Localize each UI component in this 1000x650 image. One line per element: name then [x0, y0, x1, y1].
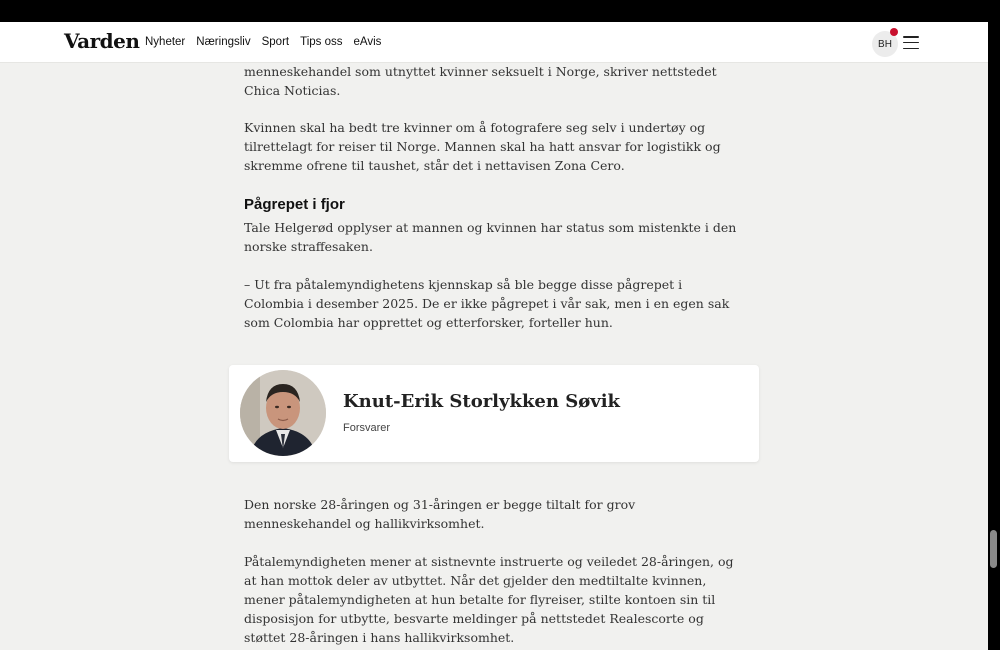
article-paragraph: Tale Helgerød opplyser at mannen og kvinnen har status som mistenkte i den norske straffesaken. [244, 220, 737, 254]
page-viewport [0, 22, 988, 650]
person-name: Knut-Erik Storlykken Søvik [343, 391, 621, 412]
person-card[interactable] [229, 365, 759, 462]
notification-badge [890, 28, 898, 36]
nav-item-nyheter[interactable]: Nyheter [145, 36, 186, 48]
site-logo[interactable]: Varden [64, 29, 140, 53]
nav-item-naeringsliv[interactable]: Næringsliv [196, 36, 251, 48]
article-paragraph: Den norske 28-åringen og 31-åringen er begge tiltalt for grov menneskehandel og hallikvirksomhet. [244, 497, 636, 531]
article-subheading: Pågrepet i fjor [244, 196, 345, 213]
article-paragraph: menneskehandel som utnyttet kvinner seksuelt i Norge, skriver nettstedet Chica Noticias. [244, 64, 717, 98]
hamburger-icon[interactable] [903, 36, 919, 50]
scrollbar-thumb[interactable] [990, 530, 997, 568]
user-avatar-button[interactable]: BH [872, 31, 898, 57]
person-portrait-image [240, 370, 326, 456]
main-nav [145, 36, 381, 48]
article-paragraph: Påtalemyndigheten mener at sistnevnte instruerte og veiledet 28-åringen, og at han mottok deler av utbyttet. Når det gjelder den medtiltalte kvinnen, mener påtalemyndigheten at hun betalte for flyreiser, stilte kontoen sin til disposisjon for utbytte, besvarte meldinger på nettstedet Realescorte og støttet 28-åringen i hans hallikvirksomhet. [244, 554, 734, 645]
nav-item-eavis[interactable]: eAvis [353, 36, 382, 48]
article-paragraph: – Ut fra påtalemyndighetens kjennskap så ble begge disse pågrepet i Colombia i desember 2025. De er ikke pågrepet i vår sak, men i en egen sak som Colombia har opprettet og etterforsker, forteller hun. [244, 277, 730, 330]
person-role: Forsvarer [343, 422, 391, 434]
nav-item-sport[interactable]: Sport [261, 36, 290, 48]
article-paragraph: Kvinnen skal ha bedt tre kvinner om å fotografere seg selv i undertøy og tilrettelagt for reiser til Norge. Mannen skal ha hatt ansvar for logistikk og skremme ofrene til taushet, står det i nettavisen Zona Cero. [244, 120, 721, 173]
site-header [0, 22, 988, 63]
nav-item-tips-oss[interactable]: Tips oss [300, 36, 343, 48]
browser-top-bar [0, 0, 1000, 22]
